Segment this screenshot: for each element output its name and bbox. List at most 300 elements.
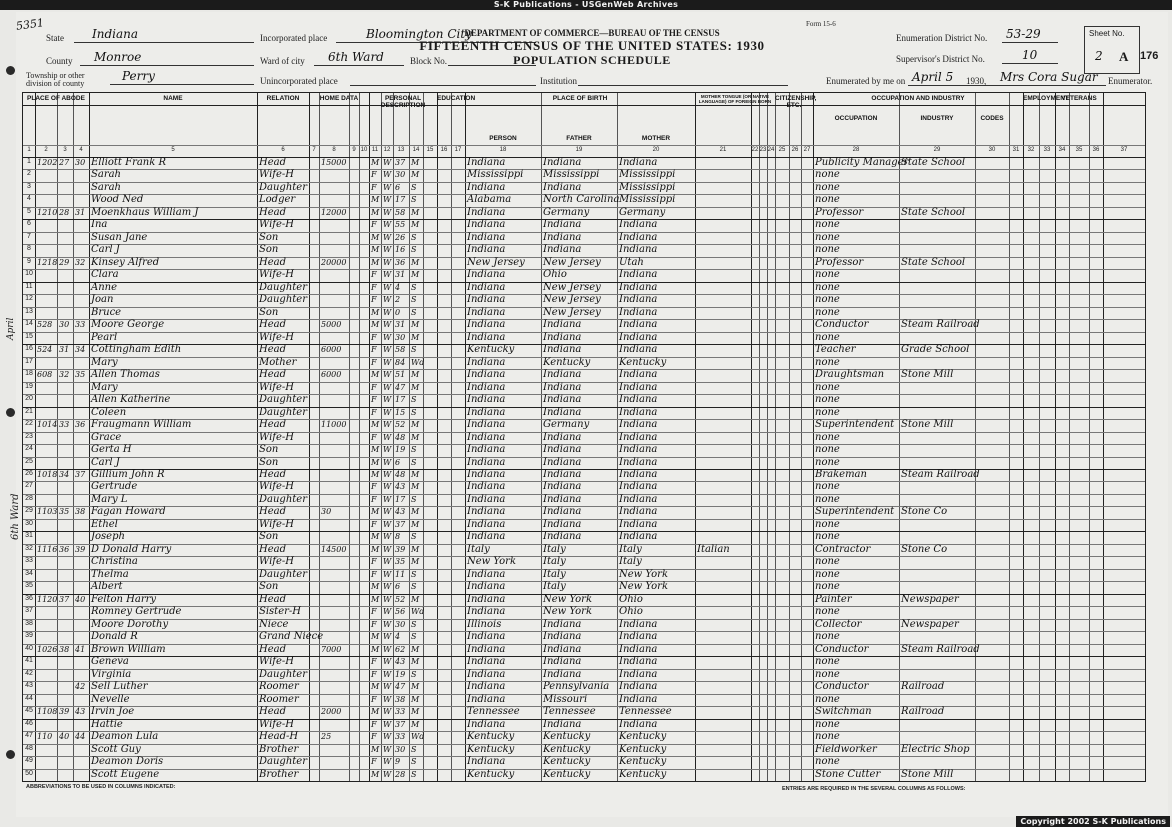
- cell-mo: Indiana: [619, 681, 658, 693]
- cell-age: 8: [395, 532, 401, 542]
- cell-mo: Indiana: [619, 693, 658, 705]
- cell-name: Ina: [91, 219, 108, 231]
- table-row: [23, 369, 1145, 381]
- sheet-number-box: [1084, 26, 1140, 74]
- corner-mark: 5351: [15, 16, 45, 33]
- column-number: 27: [803, 147, 811, 153]
- township-line: [110, 84, 254, 85]
- cell-race: W: [383, 370, 392, 380]
- row-number: 8: [27, 245, 31, 253]
- cell-fa: Missouri: [543, 693, 588, 705]
- cell-mo: Tennessee: [619, 706, 672, 718]
- cell-name: Pearl: [91, 331, 118, 343]
- cell-name: Wood Ned: [91, 194, 144, 206]
- cell-val: 11000: [321, 420, 347, 430]
- occupation-subheader-codes: CODES: [980, 115, 1004, 122]
- cell-fa: Kentucky: [543, 768, 591, 780]
- cell-occ: none: [815, 394, 840, 406]
- cell-per: Tennessee: [467, 706, 520, 718]
- cell-name: Sarah: [91, 169, 121, 181]
- county-label: County: [46, 56, 73, 66]
- cell-occ: none: [815, 693, 840, 705]
- cell-sex: F: [371, 557, 377, 567]
- group-header-occupation: OCCUPATION AND INDUSTRY: [871, 95, 965, 102]
- cell-rel: Son: [259, 531, 279, 543]
- cell-ms: S: [411, 494, 417, 504]
- cell-dw: 1116: [37, 544, 58, 554]
- cell-mo: Indiana: [619, 331, 658, 343]
- cell-occ: none: [815, 481, 840, 493]
- cell-sex: M: [371, 470, 380, 479]
- cell-sex: F: [371, 657, 377, 667]
- cell-race: W: [383, 220, 392, 230]
- cell-ms: M: [411, 470, 420, 479]
- table-row: [23, 269, 1145, 281]
- cell-fa: Italy: [543, 568, 566, 580]
- cell-fa: Indiana: [543, 431, 582, 443]
- cell-rel: Head: [259, 256, 287, 268]
- cell-dw: 524: [37, 345, 53, 355]
- cell-ms: M: [411, 158, 420, 167]
- cell-name: Deamon Lula: [91, 731, 159, 743]
- cell-age: 17: [395, 195, 406, 205]
- cell-fa: New York: [543, 593, 592, 605]
- cell-age: 6: [395, 182, 401, 192]
- cell-mo: Indiana: [619, 294, 658, 306]
- cell-fa: Indiana: [543, 456, 582, 468]
- cell-fa: New Jersey: [543, 306, 601, 318]
- cell-per: Indiana: [467, 381, 506, 393]
- cell-race: W: [383, 632, 392, 642]
- cell-fa: Kentucky: [543, 756, 591, 768]
- cell-name: Fraugmann William: [91, 419, 192, 431]
- cell-num: 42: [75, 682, 86, 692]
- cell-name: Moore Dorothy: [91, 618, 169, 630]
- cell-mo: Indiana: [619, 381, 658, 393]
- entries-heading: ENTRIES ARE REQUIRED IN THE SEVERAL COLUMNS AS FOLLOWS:: [782, 786, 966, 792]
- group-header-education: EDUCATION: [437, 95, 476, 102]
- cell-per: Indiana: [467, 206, 506, 218]
- cell-name: Allen Thomas: [91, 369, 160, 381]
- table-row: [23, 194, 1145, 206]
- table-row: [23, 382, 1145, 394]
- enumerator-label: Enumerator.: [1108, 76, 1153, 86]
- cell-race: W: [383, 345, 392, 355]
- cell-per: Indiana: [467, 319, 506, 331]
- cell-mo: Mississippi: [619, 169, 676, 181]
- cell-fam: 32: [59, 370, 70, 380]
- table-row: [23, 719, 1145, 731]
- cell-race: W: [383, 544, 392, 554]
- cell-per: Indiana: [467, 693, 506, 705]
- cell-per: Indiana: [467, 456, 506, 468]
- cell-rel: Wife-H: [259, 219, 295, 231]
- cell-race: W: [383, 719, 392, 729]
- table-row: [23, 519, 1145, 531]
- cell-name: Ethel: [91, 518, 118, 530]
- cell-mo: Utah: [619, 256, 644, 268]
- cell-age: 30: [395, 170, 406, 180]
- cell-name: Albert: [91, 581, 123, 593]
- cell-name: Geneva: [91, 656, 129, 668]
- cell-sex: F: [371, 395, 377, 405]
- cell-sex: F: [371, 407, 377, 417]
- row-number: 15: [25, 332, 33, 340]
- cell-ms: M: [411, 270, 420, 280]
- column-number: 7: [312, 147, 316, 153]
- cell-race: W: [383, 232, 392, 242]
- table-row: [23, 219, 1145, 231]
- enumerated-label: Enumerated by me on: [826, 76, 906, 86]
- cell-age: 26: [395, 232, 406, 242]
- table-row: [23, 244, 1145, 256]
- cell-mo: Indiana: [619, 531, 658, 543]
- cell-fa: Kentucky: [543, 743, 591, 755]
- row-number: 31: [25, 532, 33, 540]
- table-row: [23, 307, 1145, 319]
- cell-name: Susan Jane: [91, 231, 148, 243]
- table-row: [23, 594, 1145, 606]
- cell-occ: none: [815, 331, 840, 343]
- cell-mo: Indiana: [619, 419, 658, 431]
- cell-occ: none: [815, 718, 840, 730]
- column-number: 6: [281, 147, 285, 153]
- cell-fam: 38: [59, 644, 70, 654]
- column-number: 32: [1027, 147, 1035, 153]
- row-number: 3: [27, 182, 31, 190]
- group-header-citizenship: CITIZENSHIP, ETC.: [775, 95, 817, 109]
- cell-val: 25: [321, 732, 332, 742]
- cell-num: 44: [75, 732, 86, 742]
- cell-rel: Wife-H: [259, 169, 295, 181]
- row-number: 2: [27, 170, 31, 178]
- cell-ms: S: [411, 345, 417, 355]
- table-row: [23, 656, 1145, 668]
- cell-fa: Indiana: [543, 631, 582, 643]
- cell-mo: Ohio: [619, 606, 643, 618]
- cell-per: Kentucky: [467, 731, 515, 743]
- cell-fa: Indiana: [543, 381, 582, 393]
- cell-dw: 1210: [37, 207, 58, 217]
- cell-sex: F: [371, 569, 377, 579]
- cell-ms: S: [411, 407, 417, 417]
- state-label: State: [46, 33, 64, 43]
- punch-hole: [6, 408, 15, 417]
- cell-rel: Daughter: [259, 493, 307, 505]
- birthplace-subheader-father: FATHER: [566, 135, 592, 142]
- cell-mo: Indiana: [619, 306, 658, 318]
- cell-race: W: [383, 519, 392, 529]
- cell-per: Indiana: [467, 269, 506, 281]
- cell-per: Indiana: [467, 419, 506, 431]
- cell-age: 39: [395, 544, 406, 554]
- cell-age: 6: [395, 457, 401, 467]
- cell-ms: M: [411, 432, 420, 442]
- row-number: 43: [25, 682, 33, 690]
- cell-dw: 1202: [37, 158, 58, 167]
- cell-num: 34: [75, 345, 86, 355]
- cell-rel: Son: [259, 581, 279, 593]
- cell-tongue: Italian: [697, 543, 730, 555]
- cell-fa: New Jersey: [543, 294, 601, 306]
- cell-race: W: [383, 707, 392, 717]
- cell-ind: Stone Co: [901, 543, 948, 555]
- incorporated-value: Bloomington City: [366, 27, 472, 41]
- cell-name: Cottingham Edith: [91, 344, 182, 356]
- cell-race: W: [383, 532, 392, 542]
- cell-occ: none: [815, 269, 840, 281]
- row-number: 7: [27, 232, 31, 240]
- table-row: [23, 706, 1145, 718]
- cell-fam: 27: [59, 158, 70, 167]
- column-number: 36: [1092, 147, 1100, 153]
- cell-fam: 29: [59, 257, 70, 267]
- cell-race: W: [383, 432, 392, 442]
- column-number: 34: [1058, 147, 1066, 153]
- cell-mo: Indiana: [619, 281, 658, 293]
- cell-fa: Indiana: [543, 331, 582, 343]
- cell-mo: Kentucky: [619, 756, 667, 768]
- cell-sex: M: [371, 232, 380, 242]
- cell-sex: F: [371, 607, 377, 617]
- cell-mo: Indiana: [619, 244, 658, 256]
- cell-per: Indiana: [467, 369, 506, 381]
- cell-age: 48: [395, 470, 406, 479]
- cell-per: Indiana: [467, 331, 506, 343]
- cell-ms: M: [411, 220, 420, 230]
- cell-ms: S: [411, 282, 417, 292]
- table-row: [23, 394, 1145, 406]
- table-row: [23, 207, 1145, 219]
- cell-per: Indiana: [467, 431, 506, 443]
- cell-val: 30: [321, 507, 332, 517]
- cell-mo: Indiana: [619, 668, 658, 680]
- row-number: 10: [25, 270, 33, 278]
- occupation-subheader-industry: INDUSTRY: [920, 115, 954, 122]
- cell-race: W: [383, 669, 392, 679]
- cell-race: W: [383, 507, 392, 517]
- cell-sex: M: [371, 420, 380, 430]
- cell-ms: M: [411, 657, 420, 667]
- copyright: Copyright 2002 S-K Publications: [1016, 816, 1170, 827]
- cell-occ: none: [815, 431, 840, 443]
- cell-fa: New York: [543, 606, 592, 618]
- cell-sex: M: [371, 532, 380, 542]
- cell-name: Felton Harry: [91, 593, 157, 605]
- table-row: [23, 731, 1145, 743]
- cell-ms: M: [411, 719, 420, 729]
- cell-age: 48: [395, 432, 406, 442]
- cell-per: Indiana: [467, 244, 506, 256]
- cell-sex: F: [371, 694, 377, 704]
- cell-fam: 30: [59, 320, 70, 330]
- cell-per: Alabama: [467, 194, 512, 206]
- cell-race: W: [383, 582, 392, 592]
- table-row: [23, 569, 1145, 581]
- cell-age: 6: [395, 582, 401, 592]
- cell-name: Carl J: [91, 244, 120, 256]
- table-row: [23, 681, 1145, 693]
- cell-age: 84: [395, 357, 406, 367]
- table-row: [23, 481, 1145, 493]
- cell-ind: Electric Shop: [901, 743, 970, 755]
- cell-ms: M: [411, 170, 420, 180]
- cell-occ: none: [815, 531, 840, 543]
- table-row: [23, 581, 1145, 593]
- cell-num: 40: [75, 594, 86, 604]
- township-value: Perry: [122, 69, 155, 83]
- unincorporated-label: Unincorporated place: [260, 76, 338, 86]
- cell-mo: Indiana: [619, 481, 658, 493]
- cell-mo: Indiana: [619, 631, 658, 643]
- cell-ind: Railroad: [901, 706, 945, 718]
- cell-sex: F: [371, 482, 377, 492]
- row-number: 46: [25, 719, 33, 727]
- enumerator-name: Mrs Cora Sugar: [1000, 70, 1098, 84]
- cell-per: Indiana: [467, 406, 506, 418]
- cell-occ: Brakeman: [815, 469, 867, 480]
- cell-age: 58: [395, 207, 406, 217]
- sheet-value: 2: [1095, 49, 1103, 63]
- cell-ms: M: [411, 370, 420, 380]
- cell-age: 0: [395, 307, 401, 317]
- cell-ms: S: [411, 669, 417, 679]
- cell-sex: F: [371, 182, 377, 192]
- cell-age: 51: [395, 370, 406, 380]
- cell-fa: Pennsylvania: [543, 681, 610, 693]
- cell-occ: none: [815, 456, 840, 468]
- cell-ms: M: [411, 594, 420, 604]
- sheet-letter: A: [1119, 49, 1129, 64]
- cell-sex: M: [371, 769, 380, 779]
- cell-ms: M: [411, 332, 420, 342]
- cell-race: W: [383, 694, 392, 704]
- table-row: [23, 556, 1145, 568]
- cell-fa: Indiana: [543, 618, 582, 630]
- group-header-mother-tongue: MOTHER TONGUE (OR NATIVE LANGUAGE) OF FOREIGN BORN: [698, 94, 772, 104]
- cell-age: 11: [395, 569, 406, 579]
- cell-fa: Germany: [543, 419, 590, 431]
- cell-per: Indiana: [467, 681, 506, 693]
- cell-mo: Indiana: [619, 643, 658, 655]
- department: DEPARTMENT OF COMMERCE—BUREAU OF THE CENSUS: [464, 28, 720, 38]
- row-number: 27: [25, 482, 33, 490]
- cell-mo: Indiana: [619, 618, 658, 630]
- cell-occ: none: [815, 518, 840, 530]
- cell-dw: 1108: [37, 707, 58, 717]
- row-number: 18: [25, 370, 33, 378]
- table-row: [23, 319, 1145, 331]
- cell-num: 35: [75, 370, 86, 380]
- cell-per: Indiana: [467, 631, 506, 643]
- cell-rel: Daughter: [259, 181, 307, 193]
- cell-rel: Niece: [259, 618, 289, 630]
- table-row: [23, 257, 1145, 269]
- cell-age: 43: [395, 657, 406, 667]
- cell-occ: none: [815, 656, 840, 668]
- cell-occ: none: [815, 668, 840, 680]
- table-row: [23, 419, 1145, 431]
- cell-ms: Wd: [411, 607, 425, 617]
- cell-ind: Stone Mill: [901, 369, 954, 381]
- column-number: 21: [719, 147, 727, 153]
- cell-race: W: [383, 619, 392, 629]
- cell-rel: Daughter: [259, 406, 307, 418]
- population-table: [22, 92, 1146, 782]
- cell-fa: Indiana: [543, 231, 582, 243]
- cell-sex: M: [371, 307, 380, 317]
- cell-age: 17: [395, 395, 406, 405]
- cell-fa: Indiana: [543, 718, 582, 730]
- column-number: 37: [1120, 147, 1128, 153]
- table-row: [23, 432, 1145, 444]
- row-number: 11: [25, 282, 33, 290]
- cell-ms: M: [411, 507, 420, 517]
- cell-occ: none: [815, 406, 840, 418]
- cell-rel: Grand Niece: [259, 631, 324, 643]
- cell-fa: Tennessee: [543, 706, 596, 718]
- state-value: Indiana: [92, 27, 139, 41]
- cell-rel: Wife-H: [259, 656, 295, 668]
- column-number: 11: [371, 147, 379, 153]
- table-row: [23, 744, 1145, 756]
- cell-ms: S: [411, 245, 417, 255]
- cell-occ: Collector: [815, 618, 862, 630]
- cell-ms: M: [411, 707, 420, 717]
- cell-name: Scott Guy: [91, 743, 141, 755]
- column-number: 1: [27, 147, 31, 153]
- cell-name: Gerta H: [91, 444, 132, 456]
- cell-mo: Mississippi: [619, 194, 676, 206]
- row-number: 48: [25, 744, 33, 752]
- group-header-birthplace: PLACE OF BIRTH: [552, 95, 608, 102]
- cell-age: 58: [395, 345, 406, 355]
- cell-mo: Indiana: [619, 269, 658, 281]
- birthplace-subheader-mother: MOTHER: [641, 135, 671, 142]
- cell-age: 15: [395, 407, 406, 417]
- ward-value: 6th Ward: [328, 50, 384, 64]
- cell-age: 2: [395, 295, 401, 305]
- row-number: 33: [25, 557, 33, 565]
- cell-rel: Head: [259, 543, 287, 555]
- cell-val: 15000: [321, 158, 347, 167]
- cell-name: Romney Gertrude: [91, 606, 182, 618]
- cell-ind: State School: [901, 256, 966, 268]
- cell-race: W: [383, 320, 392, 330]
- cell-mo: Kentucky: [619, 731, 667, 743]
- cell-rel: Head: [259, 706, 287, 718]
- cell-per: New York: [467, 556, 516, 568]
- cell-val: 5000: [321, 320, 342, 330]
- cell-mo: Ohio: [619, 593, 643, 605]
- cell-age: 35: [395, 557, 406, 567]
- cell-name: Deamon Doris: [91, 756, 164, 768]
- cell-fa: Italy: [543, 581, 566, 593]
- cell-mo: Italy: [619, 543, 642, 555]
- cell-per: Indiana: [467, 668, 506, 680]
- cell-name: Christina: [91, 556, 138, 568]
- cell-fam: 28: [59, 207, 70, 217]
- cell-per: Indiana: [467, 593, 506, 605]
- cell-ind: State School: [901, 157, 966, 168]
- row-number: 38: [25, 619, 33, 627]
- cell-val: 7000: [321, 644, 342, 654]
- cell-rel: Son: [259, 244, 279, 256]
- column-number: 12: [383, 147, 391, 153]
- cell-occ: none: [815, 169, 840, 181]
- cell-ms: M: [411, 420, 420, 430]
- cell-sex: F: [371, 170, 377, 180]
